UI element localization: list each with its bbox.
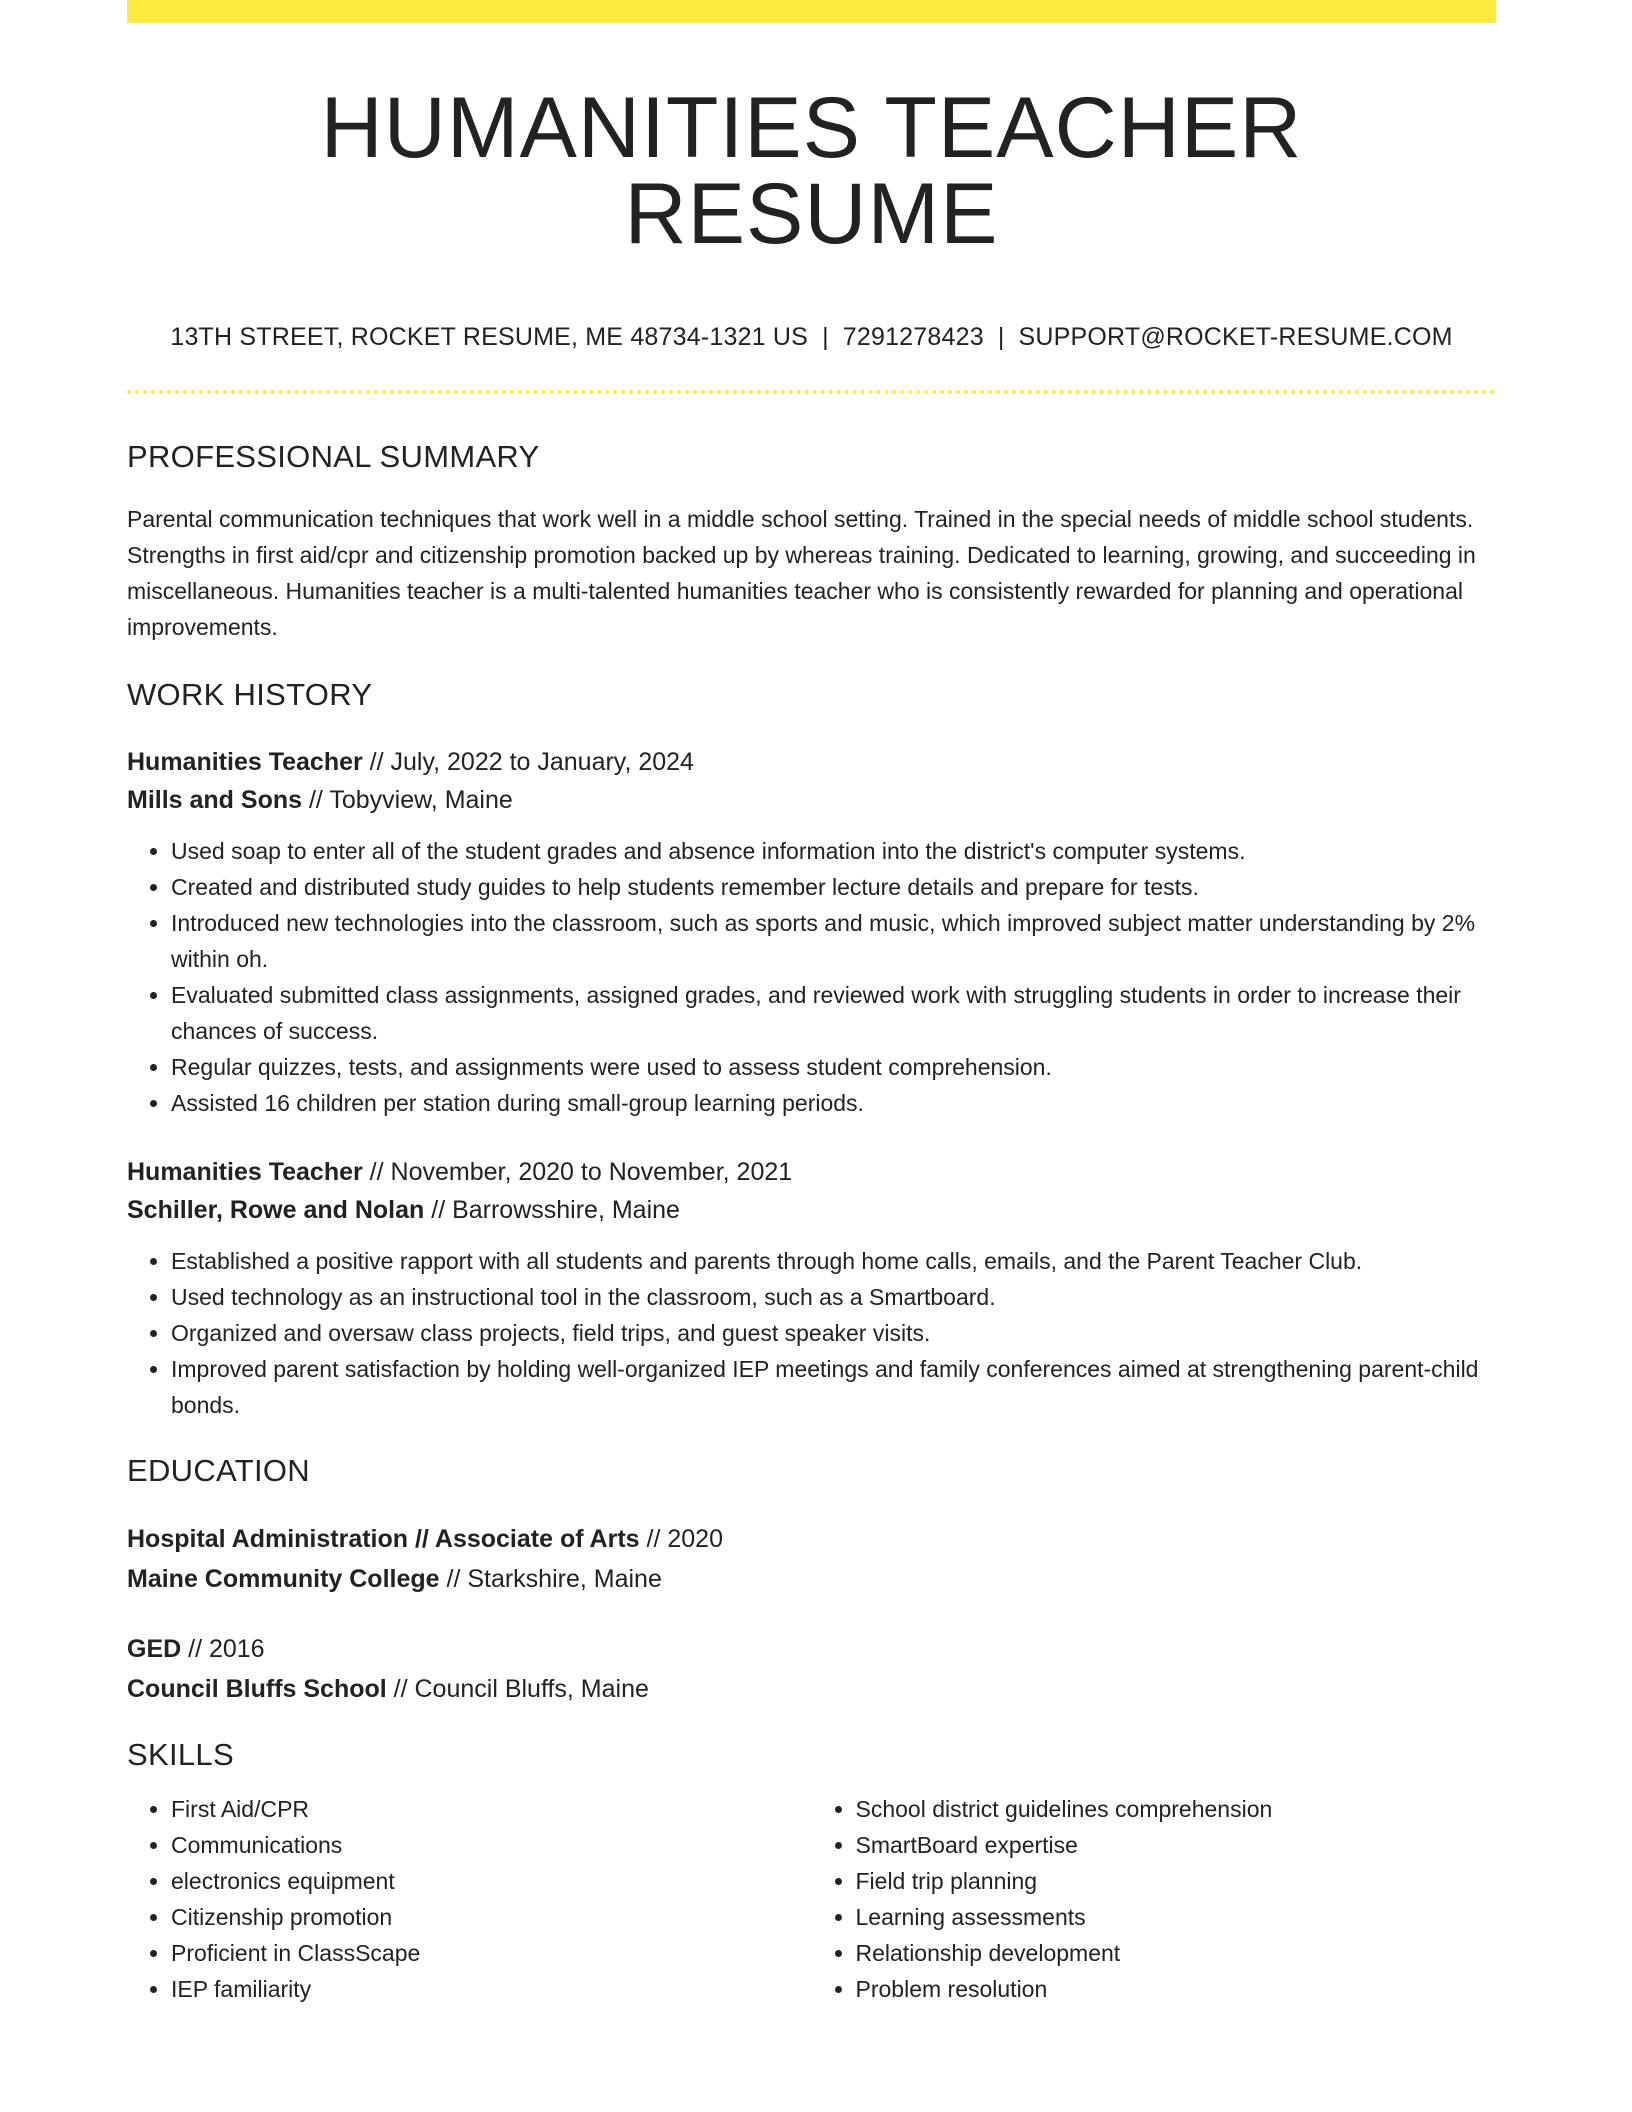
skill-item: • First Aid/CPR (171, 1791, 812, 1827)
contact-phone: 7291278423 (842, 323, 984, 351)
education-degree: GED (127, 1635, 182, 1663)
contact-separator: | (822, 323, 829, 351)
skill-item: • Learning assessments (856, 1899, 1497, 1935)
education-degree-line (127, 1629, 1496, 1669)
summary-heading: PROFESSIONAL SUMMARY (127, 439, 540, 474)
education-school-line (127, 1669, 1496, 1709)
contact-separator: | (997, 323, 1005, 351)
accent-top-bar (127, 0, 1496, 23)
skill-item: • Relationship development (856, 1935, 1497, 1971)
job-bullet: • Established a positive rapport with all students and parents through home calls, emails, and the Parent Teacher Club. (171, 1243, 1496, 1279)
job-bullet: • Assisted 16 children per station during small-group learning periods. (171, 1085, 1496, 1121)
skills-heading: SKILLS (127, 1737, 234, 1772)
job-bullet: • Evaluated submitted class assignments, assigned grades, and reviewed work with struggling students in order to increase their chances of success. (171, 977, 1496, 1049)
resume-page (127, 0, 1496, 2007)
skill-item: • Problem resolution (856, 1971, 1497, 2007)
contact-email: SUPPORT@ROCKET-RESUME.COM (1018, 323, 1453, 351)
education-entry (127, 1519, 1496, 1599)
skills-columns (127, 1791, 1496, 2007)
job-title: Humanities Teacher (127, 1158, 363, 1186)
job-bullet: • Regular quizzes, tests, and assignments were used to assess student comprehension. (171, 1049, 1496, 1085)
skills-list (812, 1791, 1497, 2007)
contact-address: 13TH STREET, ROCKET RESUME, ME 48734-1321 US (170, 323, 809, 351)
education-location: // Starkshire, Maine (439, 1565, 662, 1593)
job-bullet: • Organized and oversaw class projects, field trips, and guest speaker visits. (171, 1315, 1496, 1351)
job-company-line (127, 1191, 1496, 1229)
job-location: // Barrowsshire, Maine (424, 1196, 680, 1224)
job-bullets (127, 1243, 1496, 1423)
job-company: Schiller, Rowe and Nolan (127, 1196, 425, 1224)
education-school-line (127, 1559, 1496, 1599)
job-bullet: • Used technology as an instructional tool in the classroom, such as a Smartboard. (171, 1279, 1496, 1315)
skill-item: • Field trip planning (856, 1863, 1497, 1899)
skills-column-left (127, 1791, 812, 2007)
skill-item: • IEP familiarity (171, 1971, 812, 2007)
job-bullet: • Improved parent satisfaction by holding well-organized IEP meetings and family conferences aimed at strengthening parent-child bonds. (171, 1351, 1496, 1423)
skill-item: • Communications (171, 1827, 812, 1863)
job-company-line (127, 781, 1496, 819)
job-bullet: • Introduced new technologies into the classroom, such as sports and music, which improved subject matter understanding by 2% within oh. (171, 905, 1496, 977)
dotted-divider (127, 390, 1496, 394)
job-entry (127, 743, 1496, 1121)
job-bullet: • Used soap to enter all of the student grades and absence information into the district's computer systems. (171, 833, 1496, 869)
skill-item: • SmartBoard expertise (856, 1827, 1497, 1863)
education-heading: EDUCATION (127, 1453, 310, 1488)
summary-text: Parental communication techniques that work well in a middle school setting. Trained in the special needs of middle school students. Strengths in first aid/cpr and citizenship promotion backed up by whereas training. Dedicated to learning, growing, and succeeding in miscellaneous. Humanities teacher is a multi-talented humanities teacher who is consistently rewarded for planning and operational improvements. (127, 506, 1476, 640)
job-company: Mills and Sons (127, 786, 303, 814)
education-location: // Council Bluffs, Maine (386, 1675, 649, 1703)
job-entry (127, 1153, 1496, 1423)
job-title-line (127, 743, 1496, 781)
job-location: // Tobyview, Maine (302, 786, 513, 814)
job-dates: // November, 2020 to November, 2021 (362, 1158, 793, 1186)
education-school: Council Bluffs School (127, 1675, 387, 1703)
contact-line (127, 323, 1496, 352)
education-degree: Hospital Administration // Associate of Arts (127, 1525, 640, 1553)
skills-column-right (812, 1791, 1497, 2007)
skill-item: • electronics equipment (171, 1863, 812, 1899)
job-bullet: • Created and distributed study guides to help students remember lecture details and prepare for tests. (171, 869, 1496, 905)
education-entry (127, 1629, 1496, 1709)
education-school: Maine Community College (127, 1565, 440, 1593)
job-bullets (127, 833, 1496, 1121)
education-year: // 2016 (181, 1635, 265, 1663)
skill-item: • School district guidelines comprehension (856, 1791, 1497, 1827)
work-history-heading: WORK HISTORY (127, 677, 373, 712)
job-title: Humanities Teacher (127, 748, 363, 776)
skills-list (127, 1791, 812, 2007)
job-dates: // July, 2022 to January, 2024 (362, 748, 694, 776)
skill-item: • Citizenship promotion (171, 1899, 812, 1935)
skill-item: • Proficient in ClassScape (171, 1935, 812, 1971)
education-degree-line (127, 1519, 1496, 1559)
job-title-line (127, 1153, 1496, 1191)
resume-title: HUMANITIES TEACHER RESUME (320, 80, 1303, 262)
education-year: // 2020 (639, 1525, 723, 1553)
